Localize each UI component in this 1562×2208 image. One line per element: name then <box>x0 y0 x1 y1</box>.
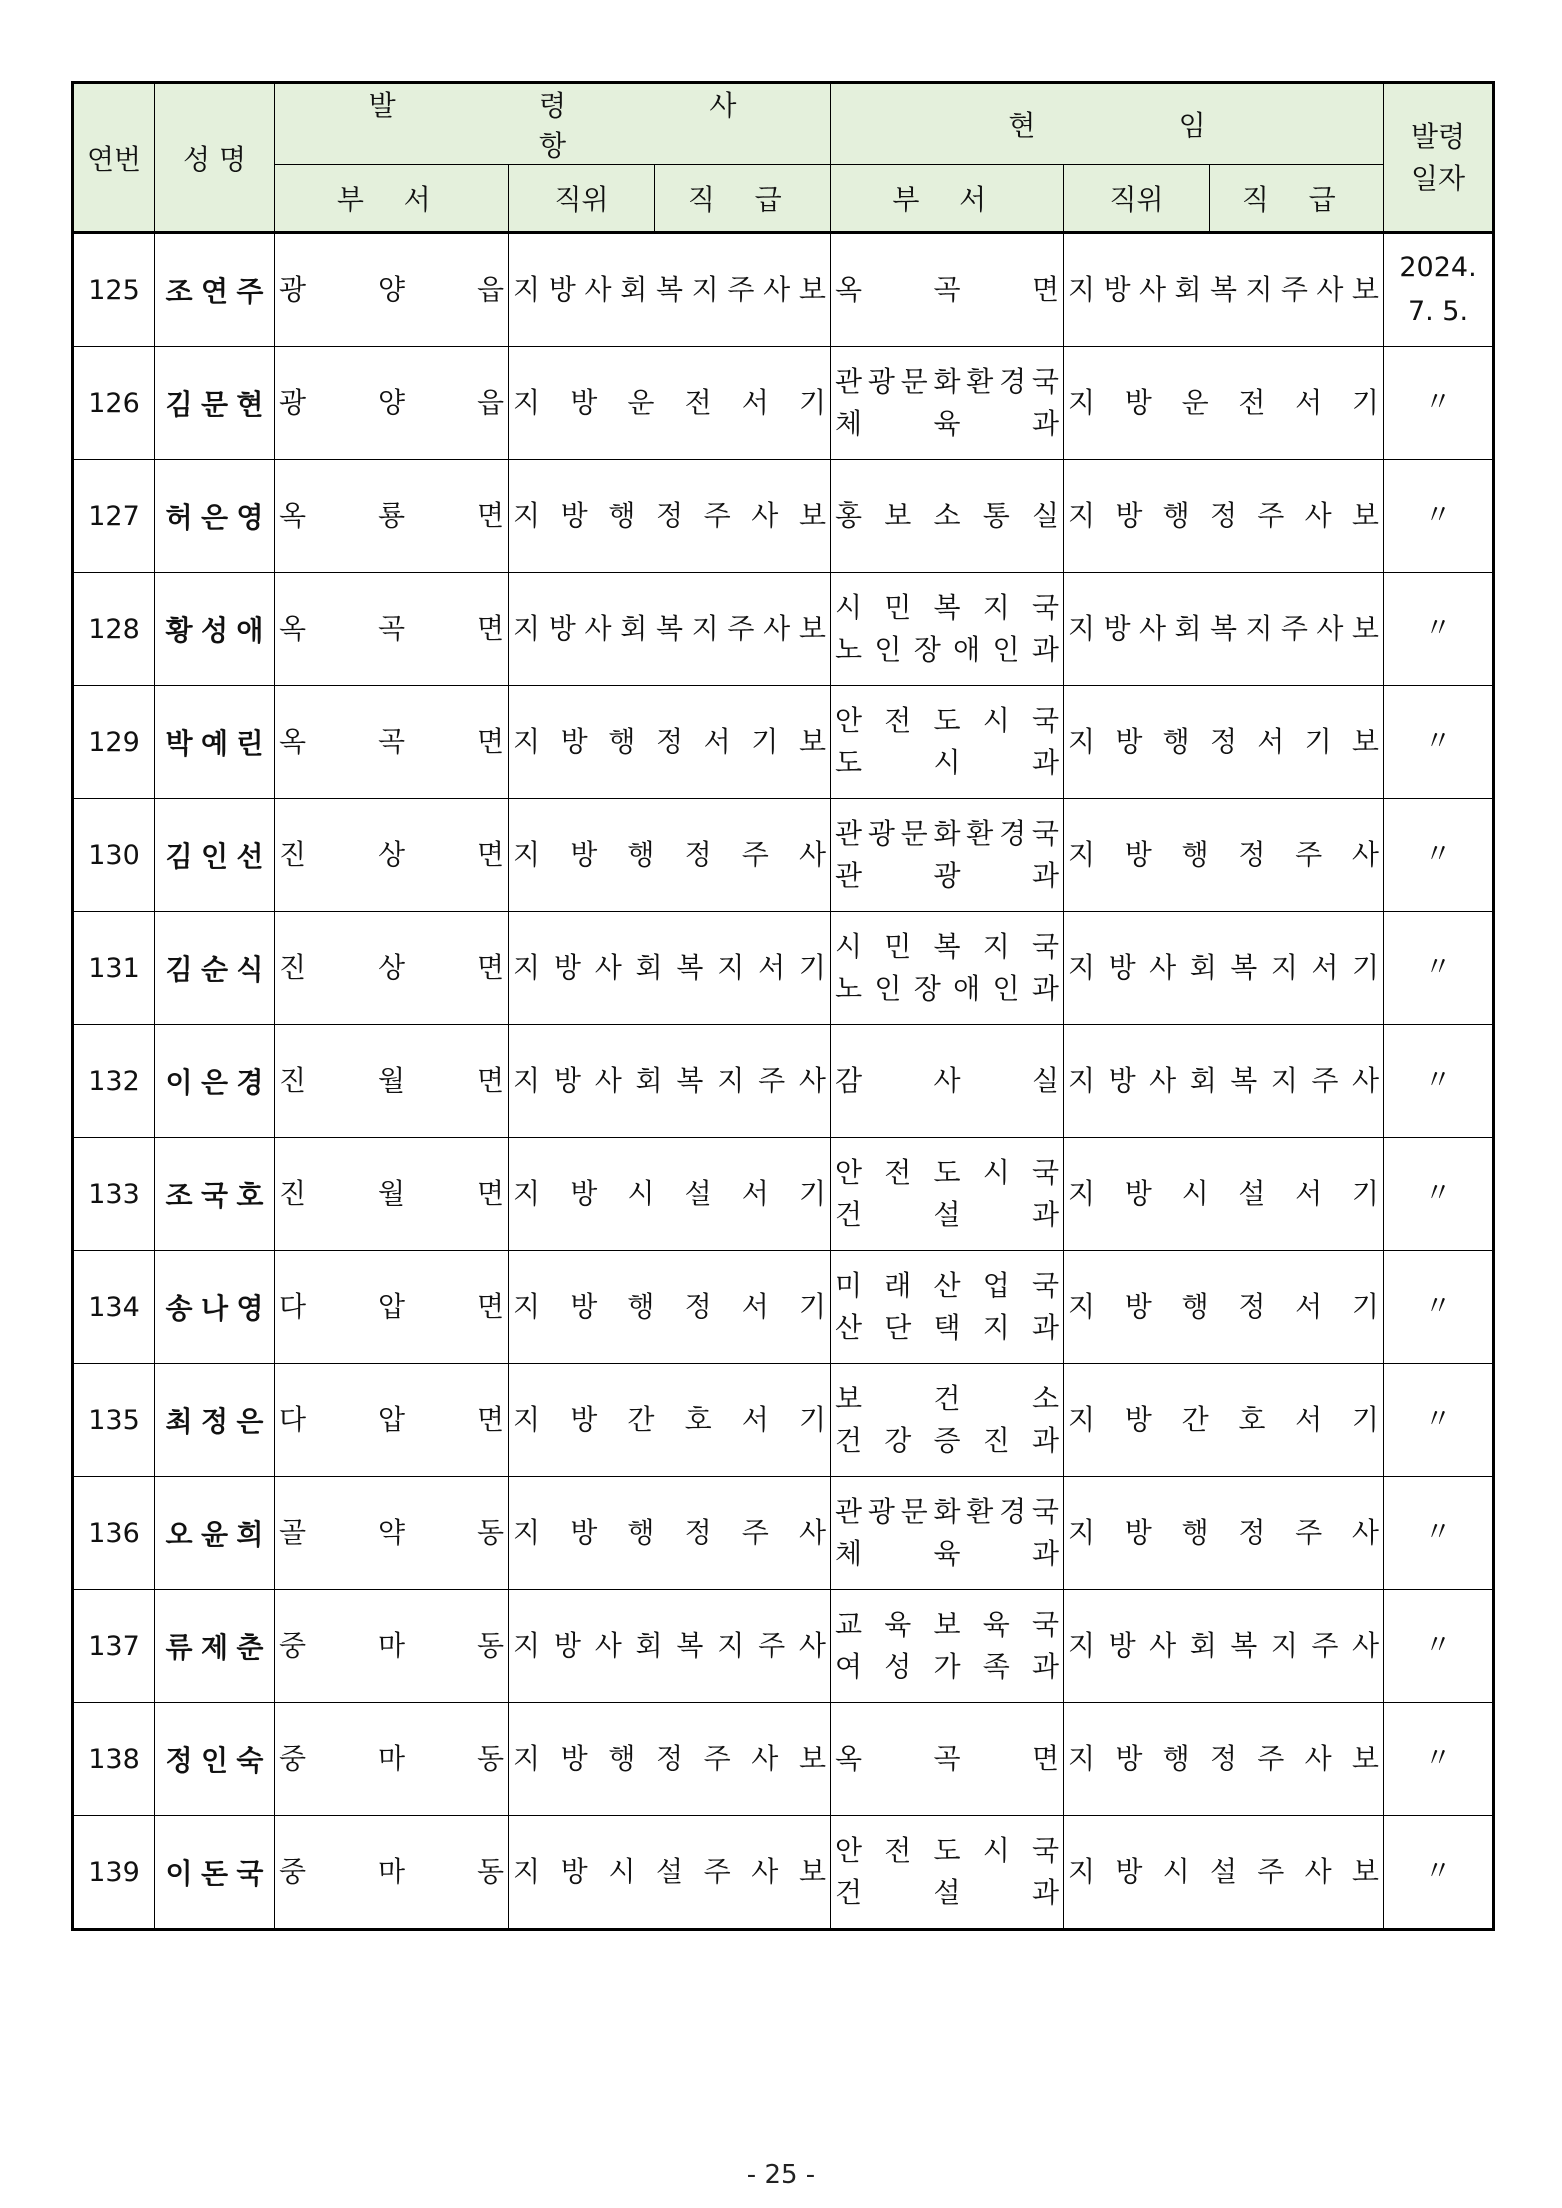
dept-line: 여 성 가 족 과 <box>835 1650 1060 1683</box>
row-number: 129 <box>73 686 155 799</box>
current-dept <box>831 1251 1064 1364</box>
table-row <box>73 1816 1494 1930</box>
appointment-table <box>71 81 1495 1931</box>
appointment-rank <box>509 1816 831 1930</box>
table-row <box>73 1138 1494 1251</box>
rank-text: 지 방 사 회 복 지 주 사 <box>1068 1629 1380 1662</box>
dept-line: 진 월 면 <box>279 1064 504 1097</box>
row-number: 133 <box>73 1138 155 1251</box>
dept-line: 광 양 읍 <box>279 273 504 306</box>
appointment-dept <box>275 1477 509 1590</box>
current-dept <box>831 686 1064 799</box>
employee-name: 김문현 <box>155 347 275 460</box>
table-row <box>73 1251 1494 1364</box>
rank-text: 지 방 행 정 주 사 보 <box>513 1742 826 1775</box>
page-number: - 25 - <box>746 2160 816 2190</box>
employee-name: 황성애 <box>155 573 275 686</box>
employee-name: 송나영 <box>155 1251 275 1364</box>
header-current: 현 임 <box>831 83 1384 165</box>
rank-text: 지 방 사 회 복 지 서 기 <box>513 951 826 984</box>
rank-text: 지 방 사 회 복 지 서 기 <box>1068 951 1380 984</box>
employee-name: 조연주 <box>155 233 275 347</box>
header-appointment-position-grade <box>509 165 831 233</box>
header-appointment: 발 령 사 항 <box>275 83 831 165</box>
appointment-rank <box>509 460 831 573</box>
table-row <box>73 1590 1494 1703</box>
appointment-date: 〃 <box>1384 1025 1494 1138</box>
header-appointment-position: 직위 <box>509 165 655 231</box>
employee-name: 류제춘 <box>155 1590 275 1703</box>
appointment-dept <box>275 573 509 686</box>
appointment-rank <box>509 912 831 1025</box>
current-dept <box>831 1477 1064 1590</box>
table-row <box>73 233 1494 347</box>
rank-text: 지 방 간 호 서 기 <box>513 1403 826 1436</box>
rank-text: 지 방 시 설 서 기 <box>1068 1177 1379 1210</box>
table-row <box>73 573 1494 686</box>
current-rank <box>1064 799 1384 912</box>
appointment-dept <box>275 686 509 799</box>
appointment-rank <box>509 1251 831 1364</box>
appointment-dept <box>275 1590 509 1703</box>
row-number: 134 <box>73 1251 155 1364</box>
appointment-date: 〃 <box>1384 799 1494 912</box>
dept-line: 중 마 동 <box>279 1855 504 1888</box>
dept-line: 안 전 도 시 국 <box>835 1834 1060 1867</box>
employee-name: 박예린 <box>155 686 275 799</box>
rank-text: 지 방 사 회 복 지 주 사 <box>513 1064 826 1097</box>
appointment-dept <box>275 460 509 573</box>
rank-text: 지 방 행 정 서 기 <box>513 1290 826 1323</box>
appointment-rank <box>509 1025 831 1138</box>
current-rank <box>1064 912 1384 1025</box>
dept-line: 중 마 동 <box>279 1742 504 1775</box>
row-number: 126 <box>73 347 155 460</box>
current-rank <box>1064 1590 1384 1703</box>
dept-line: 진 상 면 <box>279 951 504 984</box>
appointment-dept <box>275 799 509 912</box>
rank-text: 지 방 사 회 복 지 주 사 <box>1068 1064 1380 1097</box>
row-number: 139 <box>73 1816 155 1930</box>
current-dept <box>831 799 1064 912</box>
row-number: 136 <box>73 1477 155 1590</box>
rank-text: 지 방 운 전 서 기 <box>513 386 826 419</box>
header-no: 연번 <box>73 83 155 233</box>
appointment-date: 〃 <box>1384 1364 1494 1477</box>
dept-line: 시 민 복 지 국 <box>835 591 1060 624</box>
appointment-rank <box>509 1703 831 1816</box>
rank-text: 지 방 행 정 주 사 보 <box>1068 499 1379 532</box>
row-number: 130 <box>73 799 155 912</box>
dept-line: 교 육 보 육 국 <box>835 1608 1060 1641</box>
dept-line: 옥 곡 면 <box>835 273 1060 306</box>
row-number: 132 <box>73 1025 155 1138</box>
rank-text: 지 방 사 회 복 지 주 사 보 <box>1068 612 1379 645</box>
dept-line: 옥 곡 면 <box>835 1742 1060 1775</box>
rank-text: 지 방 행 정 서 기 보 <box>513 725 826 758</box>
appointment-date: 〃 <box>1384 573 1494 686</box>
employee-name: 정인숙 <box>155 1703 275 1816</box>
header-current-grade: 직 급 <box>1241 183 1352 216</box>
appointment-dept <box>275 1364 509 1477</box>
current-dept <box>831 573 1064 686</box>
rank-text: 지 방 사 회 복 지 주 사 보 <box>1068 273 1379 306</box>
row-number: 127 <box>73 460 155 573</box>
appointment-dept <box>275 347 509 460</box>
current-rank <box>1064 573 1384 686</box>
employee-name: 최정은 <box>155 1364 275 1477</box>
appointment-rank <box>509 573 831 686</box>
dept-line: 관 광 문 화 환 경 국 <box>835 1495 1059 1528</box>
header-current-position-grade <box>1064 165 1384 233</box>
table-row <box>73 1477 1494 1590</box>
rank-text: 지 방 행 정 주 사 보 <box>513 499 826 532</box>
table-row <box>73 1703 1494 1816</box>
current-dept <box>831 233 1064 347</box>
employee-name: 김순식 <box>155 912 275 1025</box>
rank-text: 지 방 행 정 서 기 <box>1068 1290 1379 1323</box>
appointment-rank <box>509 686 831 799</box>
row-number: 131 <box>73 912 155 1025</box>
appointment-dept <box>275 912 509 1025</box>
header-date: 발령 일자 <box>1384 83 1494 233</box>
table-row <box>73 799 1494 912</box>
row-number: 128 <box>73 573 155 686</box>
appointment-dept <box>275 233 509 347</box>
rank-text: 지 방 행 정 서 기 보 <box>1068 725 1379 758</box>
current-dept <box>831 1025 1064 1138</box>
appointment-dept <box>275 1816 509 1930</box>
dept-line: 홍 보 소 통 실 <box>835 499 1060 532</box>
current-rank <box>1064 1816 1384 1930</box>
table-row <box>73 1364 1494 1477</box>
dept-line: 미 래 산 업 국 <box>835 1269 1060 1302</box>
dept-line: 다 압 면 <box>279 1290 504 1323</box>
rank-text: 지 방 시 설 서 기 <box>513 1177 826 1210</box>
appointment-date: 〃 <box>1384 1477 1494 1590</box>
current-dept <box>831 347 1064 460</box>
table-row <box>73 912 1494 1025</box>
dept-line: 도 시 과 <box>835 746 1060 779</box>
current-rank <box>1064 1138 1384 1251</box>
current-dept <box>831 1703 1064 1816</box>
employee-name: 조국호 <box>155 1138 275 1251</box>
rank-text: 지 방 행 정 주 사 <box>1068 1516 1379 1549</box>
dept-line: 시 민 복 지 국 <box>835 930 1060 963</box>
rank-text: 지 방 운 전 서 기 <box>1068 386 1379 419</box>
appointment-dept <box>275 1703 509 1816</box>
rank-text: 지 방 시 설 주 사 보 <box>513 1855 826 1888</box>
dept-line: 진 상 면 <box>279 838 504 871</box>
dept-line: 관 광 문 화 환 경 국 <box>835 817 1059 850</box>
row-number: 138 <box>73 1703 155 1816</box>
appointment-date: 〃 <box>1384 1138 1494 1251</box>
dept-line: 다 압 면 <box>279 1403 504 1436</box>
current-dept <box>831 1816 1064 1930</box>
header-current-position: 직위 <box>1064 165 1210 231</box>
employee-name: 김인선 <box>155 799 275 912</box>
appointment-dept <box>275 1251 509 1364</box>
appointment-rank <box>509 1590 831 1703</box>
rank-text: 지 방 시 설 주 사 보 <box>1068 1855 1379 1888</box>
appointment-date: 〃 <box>1384 686 1494 799</box>
current-rank <box>1064 1025 1384 1138</box>
header-name: 성 명 <box>155 83 275 233</box>
employee-name: 이돈국 <box>155 1816 275 1930</box>
appointment-rank <box>509 233 831 347</box>
header-current-dept: 부 서 <box>831 165 1064 233</box>
dept-line: 안 전 도 시 국 <box>835 1156 1060 1189</box>
table-row <box>73 686 1494 799</box>
current-rank <box>1064 460 1384 573</box>
appointment-date: 2024. 7. 5. <box>1384 233 1494 347</box>
dept-line: 골 약 동 <box>279 1516 504 1549</box>
rank-text: 지 방 간 호 서 기 <box>1068 1403 1379 1436</box>
employee-name: 오윤희 <box>155 1477 275 1590</box>
dept-line: 안 전 도 시 국 <box>835 704 1060 737</box>
dept-line: 옥 곡 면 <box>279 725 504 758</box>
dept-line: 옥 곡 면 <box>279 612 504 645</box>
appointment-date: 〃 <box>1384 347 1494 460</box>
current-dept <box>831 1364 1064 1477</box>
dept-line: 감 사 실 <box>835 1064 1060 1097</box>
dept-line: 산 단 택 지 과 <box>835 1311 1060 1344</box>
appointment-date: 〃 <box>1384 1590 1494 1703</box>
appointment-date: 〃 <box>1384 1816 1494 1930</box>
appointment-dept <box>275 1138 509 1251</box>
current-dept <box>831 460 1064 573</box>
table-row <box>73 347 1494 460</box>
current-rank <box>1064 686 1384 799</box>
current-rank <box>1064 347 1384 460</box>
dept-line: 노 인 장 애 인 과 <box>835 633 1059 666</box>
dept-line: 건 설 과 <box>835 1198 1060 1231</box>
dept-line: 건 강 증 진 과 <box>835 1424 1060 1457</box>
table-row <box>73 1025 1494 1138</box>
dept-line: 관 광 문 화 환 경 국 <box>835 365 1059 398</box>
appointment-rank <box>509 1477 831 1590</box>
dept-line: 보 건 소 <box>835 1382 1060 1415</box>
current-rank <box>1064 1364 1384 1477</box>
current-rank <box>1064 1703 1384 1816</box>
row-number: 125 <box>73 233 155 347</box>
dept-line: 광 양 읍 <box>279 386 504 419</box>
dept-line: 관 광 과 <box>835 859 1060 892</box>
dept-line: 옥 룡 면 <box>279 499 504 532</box>
appointment-dept <box>275 1025 509 1138</box>
header-appointment-dept: 부 서 <box>275 165 509 233</box>
rank-text: 지 방 행 정 주 사 <box>1068 838 1379 871</box>
appointment-rank <box>509 799 831 912</box>
current-dept <box>831 1138 1064 1251</box>
dept-line: 체 육 과 <box>835 407 1060 440</box>
dept-line: 건 설 과 <box>835 1876 1060 1909</box>
appointment-date: 〃 <box>1384 1251 1494 1364</box>
appointment-date: 〃 <box>1384 1703 1494 1816</box>
rank-text: 지 방 행 정 주 사 보 <box>1068 1742 1379 1775</box>
appointment-date: 〃 <box>1384 912 1494 1025</box>
employee-name: 이은경 <box>155 1025 275 1138</box>
appointment-date: 〃 <box>1384 460 1494 573</box>
current-dept <box>831 912 1064 1025</box>
current-rank <box>1064 233 1384 347</box>
employee-name: 허은영 <box>155 460 275 573</box>
dept-line: 중 마 동 <box>279 1629 504 1662</box>
rank-text: 지 방 사 회 복 지 주 사 <box>513 1629 826 1662</box>
dept-line: 체 육 과 <box>835 1537 1060 1570</box>
row-number: 135 <box>73 1364 155 1477</box>
appointment-rank <box>509 1138 831 1251</box>
dept-line: 노 인 장 애 인 과 <box>835 972 1059 1005</box>
appointment-rank <box>509 1364 831 1477</box>
appointment-rank <box>509 347 831 460</box>
table-row <box>73 460 1494 573</box>
current-rank <box>1064 1251 1384 1364</box>
dept-line: 진 월 면 <box>279 1177 504 1210</box>
header-appointment-grade: 직 급 <box>687 183 798 216</box>
row-number: 137 <box>73 1590 155 1703</box>
rank-text: 지 방 사 회 복 지 주 사 보 <box>513 273 826 306</box>
rank-text: 지 방 행 정 주 사 <box>513 1516 826 1549</box>
current-rank <box>1064 1477 1384 1590</box>
rank-text: 지 방 사 회 복 지 주 사 보 <box>513 612 826 645</box>
rank-text: 지 방 행 정 주 사 <box>513 838 826 871</box>
current-dept <box>831 1590 1064 1703</box>
